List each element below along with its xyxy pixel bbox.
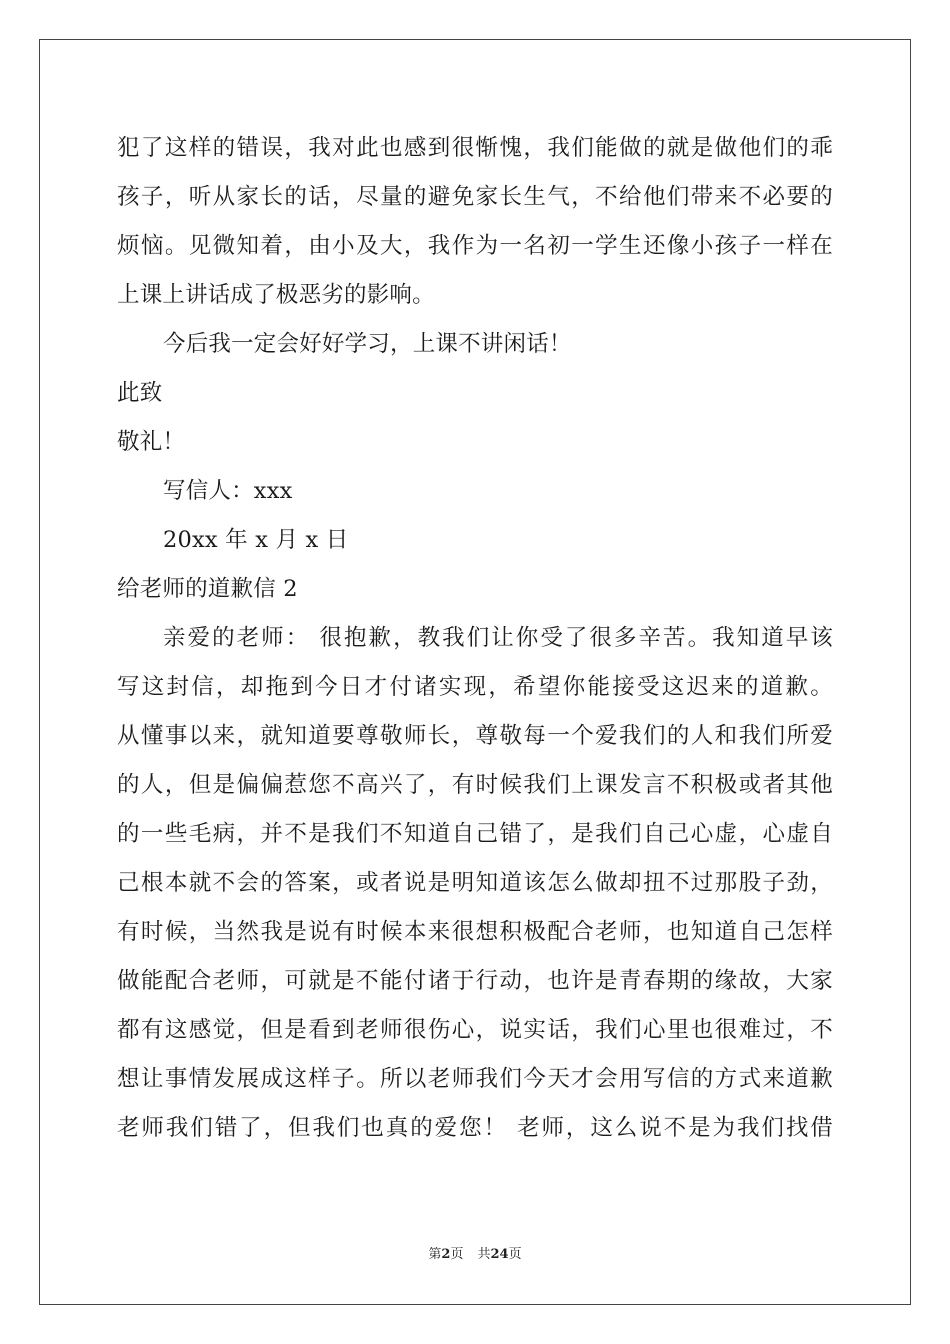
closing-salutation: 此致 [117,380,163,406]
page-suffix: 页 [450,1247,464,1262]
text-line: 想让事情发展成这样子。所以老师我们今天才会用写信的方式来道歉 [117,1066,833,1092]
text-line: 做能配合老师，可就是不能付诸于行动，也许是青春期的缘故，大家 [117,968,833,994]
text-line: 老师我们错了，但我们也真的爱您！ 老师，这么说不是为我们找借 [117,1115,833,1141]
signature-line: 写信人：xxx [163,478,293,504]
text-line: 孩子，听从家长的话，尽量的避免家长生气，不给他们带来不必要的 [117,184,833,210]
text-line: 犯了这样的错误，我对此也感到很惭愧，我们能做的就是做他们的乖 [117,135,833,161]
text-line: 上课上讲话成了极恶劣的影响。 [117,282,435,308]
page-prefix: 第 [428,1247,442,1262]
text-line: 有时候，当然我是说有时候本来很想积极配合老师，也知道自己怎样 [117,919,833,945]
text-line: 亲爱的老师： 很抱歉，教我们让你受了很多辛苦。我知道早该 [163,625,833,651]
section-heading: 给老师的道歉信 2 [117,576,298,602]
text-line: 烦恼。见微知着，由小及大，我作为一名初一学生还像小孩子一样在 [117,233,833,259]
date-line: 20xx 年 x 月 x 日 [163,527,349,553]
page-footer [0,1243,950,1262]
page-number: 2 [441,1247,451,1262]
total-prefix: 共 [477,1247,491,1262]
text-line: 从懂事以来，就知道要尊敬师长，尊敬每一个爱我们的人和我们所爱 [117,723,833,749]
text-line: 的一些毛病，并不是我们不知道自己错了，是我们自己心虚，心虚自 [117,821,833,847]
text-line: 今后我一定会好好学习，上课不讲闲话！ [163,331,572,357]
text-line: 己根本就不会的答案，或者说是明知道该怎么做却扭不过那股子劲， [117,870,833,896]
total-suffix: 页 [508,1247,522,1262]
text-line: 写这封信，却拖到今日才付诸实现，希望你能接受这迟来的道歉。 [117,674,833,700]
closing-regards: 敬礼！ [117,429,186,455]
text-line: 的人，但是偏偏惹您不高兴了，有时候我们上课发言不积极或者其他 [117,772,833,798]
text-line: 都有这感觉，但是看到老师很伤心，说实话，我们心里也很难过，不 [117,1017,833,1043]
document-body [117,124,833,1153]
total-pages: 24 [490,1247,509,1262]
